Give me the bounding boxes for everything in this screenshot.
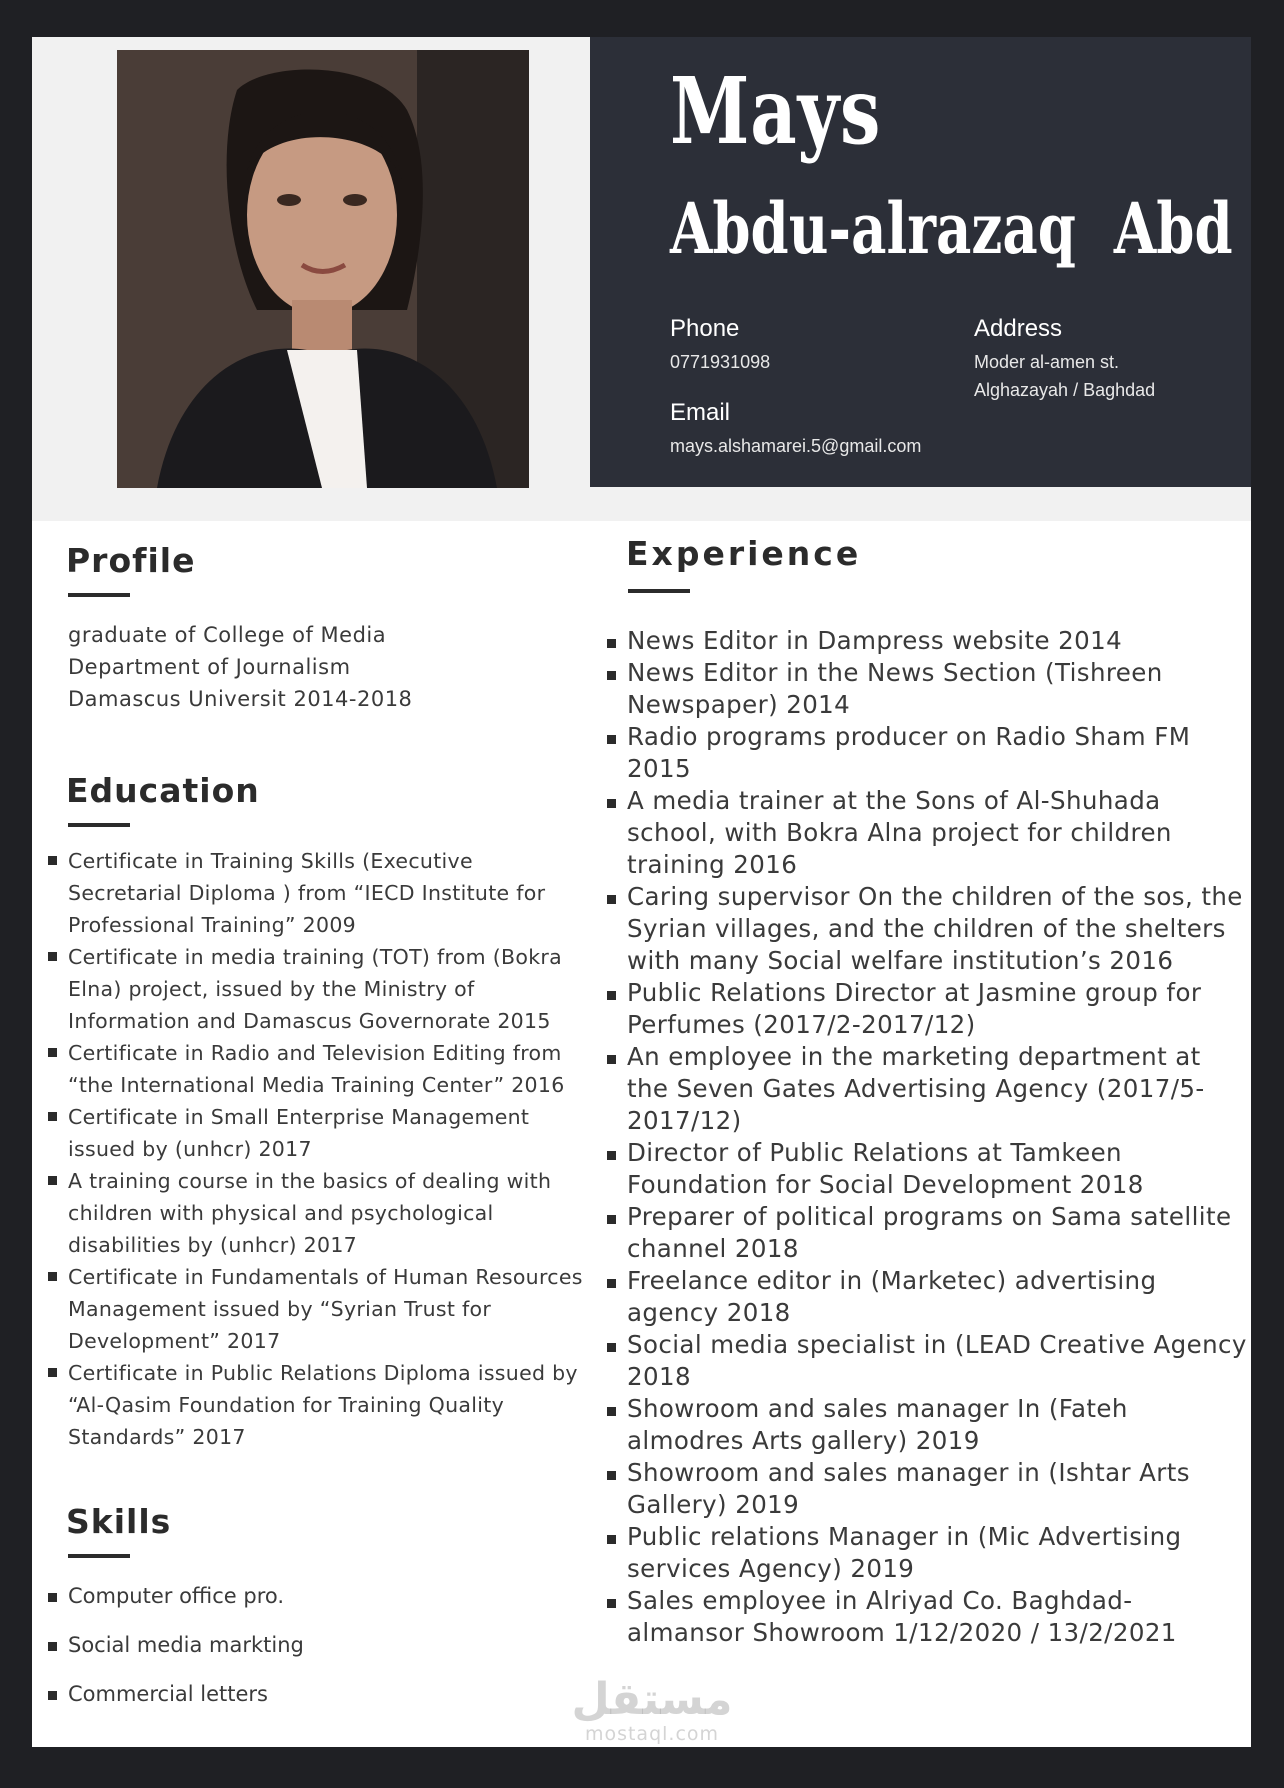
education-title: Education (66, 771, 260, 810)
list-item (607, 1457, 1247, 1521)
address-line1: Moder al-amen st. (974, 352, 1120, 372)
experience-item: Social media specialist in (LEAD Creative Agency 2018 (627, 1330, 1247, 1391)
education-item: Certificate in Fundamentals of Human Resources Management issued by “Syrian Trust for Development” 2017 (68, 1265, 583, 1353)
list-item (48, 1101, 588, 1165)
bullet-icon (48, 1176, 57, 1185)
experience-underline (628, 589, 690, 593)
bullet-icon (607, 671, 616, 680)
bullet-icon (607, 991, 616, 1000)
bullet-icon (48, 1593, 57, 1602)
list-item (607, 657, 1247, 721)
bullet-icon (607, 1535, 616, 1544)
skills-list (48, 1572, 448, 1719)
list-item (607, 1585, 1247, 1649)
bullet-icon (48, 856, 57, 865)
resume-page (32, 37, 1251, 1747)
experience-item: Freelance editor in (Marketec) advertising agency 2018 (627, 1266, 1157, 1327)
list-item (607, 881, 1247, 977)
experience-item: Director of Public Relations at Tamkeen Foundation for Social Development 2018 (627, 1138, 1144, 1199)
profile-text (68, 619, 412, 715)
experience-list (607, 625, 1247, 1649)
bullet-icon (607, 735, 616, 744)
watermark-arabic: مستقل (571, 1674, 733, 1725)
contact-panel (590, 37, 1251, 487)
experience-item: News Editor in Dampress website 2014 (627, 626, 1123, 655)
bullet-icon (607, 1279, 616, 1288)
bullet-icon (48, 1048, 57, 1057)
bullet-icon (607, 639, 616, 648)
education-item: Certificate in Public Relations Diploma issued by “Al-Qasim Foundation for Training Quality Standards” 2017 (68, 1361, 578, 1449)
list-item (48, 1670, 448, 1719)
education-item: Certificate in Training Skills (Executive Secretarial Diploma ) from “IECD Institute for Professional Training” 2009 (68, 849, 546, 937)
experience-item: Showroom and sales manager in (Ishtar Arts Gallery) 2019 (627, 1458, 1190, 1519)
email-value: mays.alshamarei.5@gmail.com (670, 436, 922, 456)
list-item (607, 721, 1247, 785)
experience-item: Sales employee in Alriyad Co. Baghdad- almansor Showroom 1/12/2020 / 13/2/2021 (627, 1586, 1177, 1647)
list-item (607, 1521, 1247, 1585)
experience-item: Radio programs producer on Radio Sham FM 2015 (627, 722, 1191, 783)
experience-item: News Editor in the News Section (Tishreen Newspaper) 2014 (627, 658, 1163, 719)
watermark (552, 1674, 752, 1745)
first-name: Mays (670, 57, 882, 165)
list-item (48, 1572, 448, 1621)
bullet-icon (607, 799, 616, 808)
list-item (48, 1621, 448, 1670)
education-item: A training course in the basics of dealing with children with physical and psychological disabilities by (unhcr) 2017 (68, 1169, 552, 1257)
profile-line: Damascus Universit 2014-2018 (68, 687, 413, 711)
bullet-icon (48, 1691, 57, 1700)
profile-photo (117, 50, 529, 488)
experience-item: A media trainer at the Sons of Al-Shuhada school, with Bokra Alna project for children training 2016 (627, 786, 1172, 879)
list-item (607, 1041, 1247, 1137)
experience-item: Showroom and sales manager In (Fateh almodres Arts gallery) 2019 (627, 1394, 1128, 1455)
profile-title: Profile (66, 541, 196, 580)
list-item (48, 845, 588, 941)
experience-item: Public Relations Director at Jasmine group for Perfumes (2017/2-2017/12) (627, 978, 1202, 1039)
phone-label: Phone (670, 315, 740, 342)
list-item (607, 1201, 1247, 1265)
education-item: Certificate in Radio and Television Editing from “the International Media Training Center” 2016 (68, 1041, 565, 1097)
bullet-icon (607, 1151, 616, 1160)
watermark-latin: mostaql.com (584, 1723, 720, 1745)
experience-item: Caring supervisor On the children of the sos, the Syrian villages, and the children of the shelters with many Social welfare institution’s 2016 (627, 882, 1243, 975)
list-item (48, 1357, 588, 1453)
list-item (607, 1329, 1247, 1393)
phone-value: 0771931098 (670, 352, 771, 372)
bullet-icon (607, 1471, 616, 1480)
list-item (48, 1165, 588, 1261)
bullet-icon (607, 895, 616, 904)
list-item (607, 1393, 1247, 1457)
list-item (48, 1037, 588, 1101)
education-underline (68, 823, 130, 827)
skill-item: Computer office pro. (68, 1584, 285, 1608)
skill-item: Commercial letters (68, 1682, 268, 1706)
bullet-icon (607, 1599, 616, 1608)
bullet-icon (48, 1112, 57, 1121)
skills-underline (68, 1554, 130, 1558)
list-item (607, 625, 1247, 657)
profile-line: graduate of College of Media (68, 623, 387, 647)
experience-title: Experience (626, 534, 862, 573)
experience-item: Public relations Manager in (Mic Advertising services Agency) 2019 (627, 1522, 1182, 1583)
address-label: Address (974, 315, 1063, 342)
bullet-icon (607, 1215, 616, 1224)
last-name: Abdu-alrazaq Abd (670, 187, 1233, 270)
bullet-icon (48, 1272, 57, 1281)
list-item (607, 785, 1247, 881)
education-item: Certificate in Small Enterprise Management issued by (unhcr) 2017 (68, 1105, 530, 1161)
skill-item: Social media markting (68, 1633, 304, 1657)
list-item (48, 1261, 588, 1357)
skills-title: Skills (66, 1502, 172, 1541)
profile-line: Department of Journalism (68, 655, 351, 679)
list-item (48, 941, 588, 1037)
email-label: Email (670, 399, 731, 426)
bullet-icon (48, 952, 57, 961)
bullet-icon (48, 1368, 57, 1377)
list-item (607, 1265, 1247, 1329)
experience-item: An employee in the marketing department at the Seven Gates Advertising Agency (2017/5-2017/12) (627, 1042, 1205, 1135)
list-item (607, 977, 1247, 1041)
profile-underline (68, 593, 130, 597)
bullet-icon (607, 1407, 616, 1416)
address-line2: Alghazayah / Baghdad (974, 380, 1156, 400)
experience-item: Preparer of political programs on Sama satellite channel 2018 (627, 1202, 1232, 1263)
bullet-icon (607, 1055, 616, 1064)
bullet-icon (48, 1642, 57, 1651)
bullet-icon (607, 1343, 616, 1352)
education-item: Certificate in media training (TOT) from (Bokra Elna) project, issued by the Ministry of Information and Damascus Governorate 2015 (68, 945, 562, 1033)
education-list (48, 845, 588, 1453)
list-item (607, 1137, 1247, 1201)
